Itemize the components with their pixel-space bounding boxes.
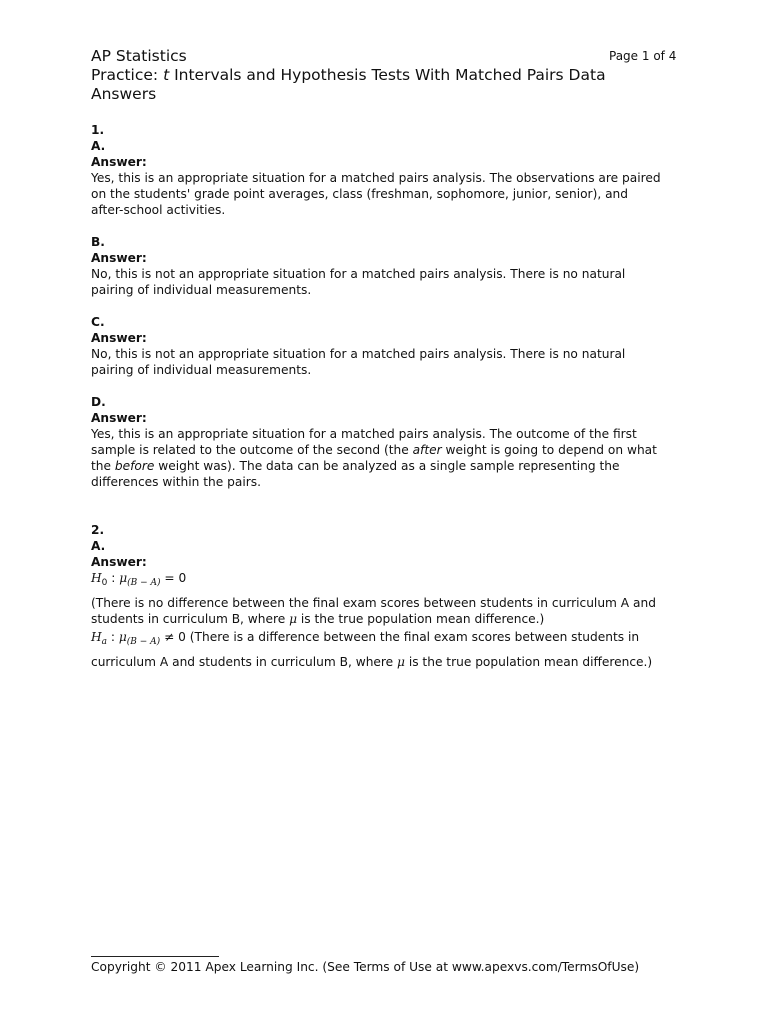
q1a-answer-label: Answer: xyxy=(91,155,147,169)
title-t: t xyxy=(163,66,170,84)
q1c-answer-text: No, this is not an appropriate situation for a matched pairs analysis. There is no natural pairing of individual measurements. xyxy=(91,347,626,377)
h0-note-mu: μ xyxy=(289,612,298,626)
ha-mu: μ xyxy=(118,630,127,644)
q2a-answer-label: Answer: xyxy=(91,555,147,569)
copyright-footer: Copyright © 2011 Apex Learning Inc. (See Terms of Use at www.apexvs.com/TermsOfUse) xyxy=(91,960,640,974)
q1b-answer-label: Answer: xyxy=(91,251,147,265)
q1d-letter: D. xyxy=(91,395,106,409)
q1c-letter: C. xyxy=(91,315,105,329)
h0-colon: : xyxy=(107,571,120,585)
h0-relation: = 0 xyxy=(160,571,187,585)
q2a-letter: A. xyxy=(91,539,106,553)
ha-mu-subscript: (B − A) xyxy=(126,637,161,647)
ha-colon: : xyxy=(107,630,119,644)
ha-symbol: H xyxy=(91,630,102,644)
ha-relation: ≠ 0 xyxy=(160,630,186,644)
ha-note-text-1: (There is a difference between the final exam scores between students in curriculum A and students in curriculum B, where xyxy=(91,630,640,669)
course-title: AP Statistics xyxy=(91,47,187,65)
q1a-letter: A. xyxy=(91,139,106,153)
ha-note-mu: μ xyxy=(397,655,405,669)
q1d-text-2: weight is going to depend on what the xyxy=(91,443,657,473)
q1d-em-after: after xyxy=(412,443,442,457)
q2-number: 2. xyxy=(91,523,105,537)
q1d-answer-text xyxy=(91,426,661,490)
q1d-text-3: weight was). The data can be analyzed as a single sample representing the differences within the pairs. xyxy=(91,459,620,489)
q1d-em-before: before xyxy=(114,459,155,473)
h0-note xyxy=(91,595,661,627)
q1d-text-1: Yes, this is an appropriate situation for a matched pairs analysis. The outcome of the first sample is related to the outcome of the second (the xyxy=(91,427,637,457)
document-title xyxy=(91,66,691,104)
q1b-answer-text: No, this is not an appropriate situation for a matched pairs analysis. There is no natural pairing of individual measurements. xyxy=(91,267,626,297)
footer-divider xyxy=(91,956,219,957)
q1d-answer-label: Answer: xyxy=(91,411,147,425)
h0-subscript: 0 xyxy=(101,578,108,588)
ha-note-text-2: is the true population mean difference.) xyxy=(404,655,653,669)
h0-note-text-1: (There is no difference between the final exam scores between students in curriculum A and students in curriculum B, where xyxy=(91,596,656,626)
h0-symbol: H xyxy=(91,571,102,585)
alternative-hypothesis xyxy=(91,627,661,672)
null-hypothesis xyxy=(91,570,661,591)
q1c-answer-label: Answer: xyxy=(91,331,147,345)
q1-number: 1. xyxy=(91,123,105,137)
document-body xyxy=(91,122,661,672)
ha-subscript: a xyxy=(101,637,108,647)
title-rest: Intervals and Hypothesis Tests With Matched Pairs Data xyxy=(169,66,606,84)
q1a-answer-text: Yes, this is an appropriate situation for a matched pairs analysis. The observations are paired on the students' grade point averages, class (freshman, sophomore, junior, senior), and after-school activities. xyxy=(91,171,661,217)
title-prefix: Practice: xyxy=(91,66,164,84)
page-number: Page 1 of 4 xyxy=(609,49,677,63)
h0-mu: μ xyxy=(119,571,128,585)
h0-note-text-2: is the true population mean difference.) xyxy=(297,612,545,626)
q1b-letter: B. xyxy=(91,235,105,249)
title-line2: Answers xyxy=(91,85,157,103)
h0-mu-subscript: (B − A) xyxy=(127,578,161,588)
